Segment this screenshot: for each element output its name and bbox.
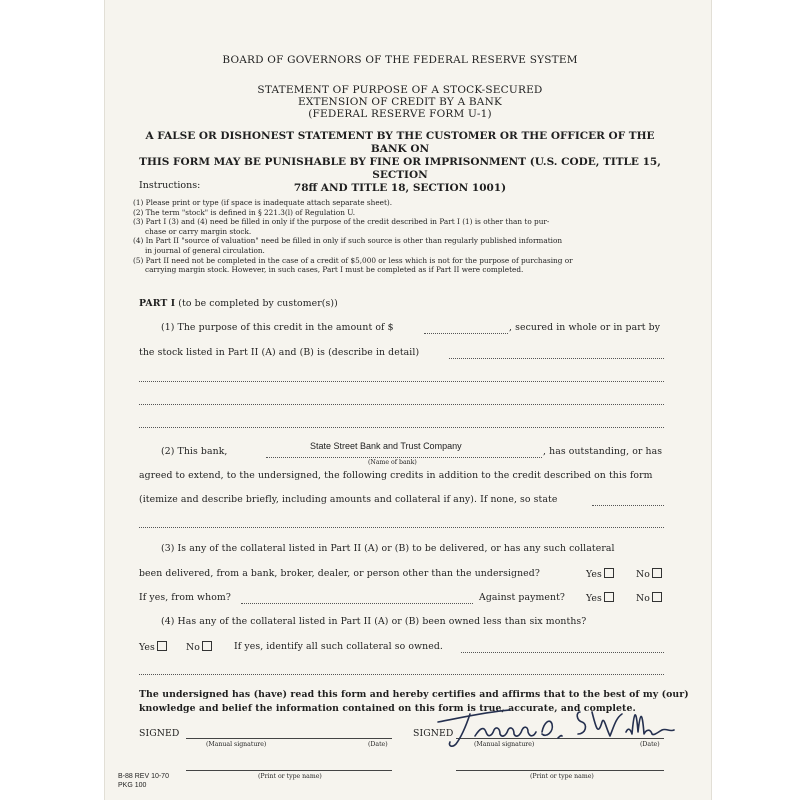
q1-describe-line[interactable]	[139, 381, 664, 382]
print-name-line-right[interactable]	[456, 770, 664, 771]
q3b-yes-checkbox[interactable]	[604, 592, 614, 602]
instruction-item: in journal of general circulation.	[145, 245, 265, 255]
instruction-item: carrying margin stock. However, in such cases, Part I must be completed as if Part II were completed.	[145, 265, 524, 275]
q4-text-a: (4) Has any of the collateral listed in Part II (A) or (B) been owned less than six months?	[161, 616, 587, 627]
q3b-no-checkbox[interactable]	[652, 592, 662, 602]
q2-credits-field[interactable]	[592, 505, 664, 506]
form-code	[118, 772, 169, 790]
date-caption-left: (Date)	[368, 741, 388, 748]
bank-name-value: State Street Bank and Trust Company	[310, 441, 462, 451]
signed-label-left: SIGNED	[139, 728, 180, 739]
warning-line2: THIS FORM MAY BE PUNISHABLE BY FINE OR IMPRISONMENT (U.S. CODE, TITLE 15, SECTION	[139, 156, 661, 181]
instruction-item: (1) Please print or type (if space is inadequate attach separate sheet).	[133, 198, 393, 207]
print-name-caption-left: (Print or type name)	[258, 773, 322, 780]
q3b-yes-label: Yes	[586, 593, 602, 604]
q3-text-b: been delivered, from a bank, broker, dealer, or person other than the undersigned?	[139, 568, 540, 579]
instruction-item: (2) The term "stock" is defined in § 221.3(l) of Regulation U.	[133, 207, 356, 217]
warning-notice	[130, 130, 670, 195]
q1-amount-field[interactable]	[424, 333, 508, 334]
instruction-item: (4) In Part II "source of valuation" need be filled in only if such source is other than regularly published information	[133, 236, 563, 246]
part1-subtitle: (to be completed by customer(s))	[178, 298, 338, 309]
form-package: PKG 100	[118, 782, 147, 789]
q4-no-label: No	[186, 642, 200, 653]
q3-from-whom-field[interactable]	[241, 603, 473, 604]
instruction-item: chase or carry margin stock.	[145, 226, 252, 236]
warning-line1: A FALSE OR DISHONEST STATEMENT BY THE CUSTOMER OR THE OFFICER OF THE BANK ON	[145, 130, 655, 155]
q4-no-option[interactable]	[186, 641, 214, 653]
q4-yes-checkbox[interactable]	[157, 641, 167, 651]
board-title: BOARD OF GOVERNORS OF THE FEDERAL RESERVE SYSTEM	[222, 54, 578, 66]
bank-name-caption: (Name of bank)	[368, 459, 417, 466]
q2-text-d: (itemize and describe briefly, including amounts and collateral if any). If none, so state	[139, 494, 558, 505]
q4-collateral-line[interactable]	[139, 674, 664, 675]
q4-collateral-field[interactable]	[461, 652, 664, 653]
q1-text-a: (1) The purpose of this credit in the amount of $	[161, 322, 394, 333]
q3b-no-option[interactable]	[636, 592, 664, 604]
print-name-line-left[interactable]	[186, 770, 392, 771]
part1-label: PART I	[139, 298, 176, 309]
instructions-list	[133, 198, 673, 275]
q3-yes-checkbox[interactable]	[604, 568, 614, 578]
handwritten-signature	[430, 692, 680, 752]
q3b-no-label: No	[636, 593, 650, 604]
q2-text-b: , has outstanding, or has	[543, 446, 663, 457]
q4-text-c: If yes, identify all such collateral so owned.	[234, 641, 443, 652]
print-name-caption-right: (Print or type name)	[530, 773, 594, 780]
instruction-item: (3) Part I (3) and (4) need be filled in only if the purpose of the credit described in Part I (1) is other than to pur-	[133, 217, 550, 227]
statement-title-line2: EXTENSION OF CREDIT BY A BANK	[297, 96, 503, 108]
q1-describe-line[interactable]	[139, 404, 664, 405]
q3-text-c: If yes, from whom?	[139, 592, 231, 603]
certify-line1: The undersigned has (have) read this form and hereby certifies and affirms that to the best of my (our)	[139, 689, 689, 700]
q3b-yes-option[interactable]	[586, 592, 616, 604]
q3-yes-label: Yes	[586, 569, 602, 580]
q1-text-c: the stock listed in Part II (A) and (B) is (describe in detail)	[139, 347, 420, 358]
warning-line3: 78ff AND TITLE 18, SECTION 1001)	[293, 182, 507, 194]
manual-signature-caption-right: (Manual signature)	[474, 741, 535, 748]
q3-text-d: Against payment?	[479, 592, 566, 603]
q2-text-a: (2) This bank,	[161, 446, 228, 457]
q4-yes-option[interactable]	[139, 641, 169, 653]
signature-line-left[interactable]	[186, 738, 392, 739]
q4-no-checkbox[interactable]	[202, 641, 212, 651]
date-caption-right: (Date)	[640, 741, 660, 748]
q3-yes-option[interactable]	[586, 568, 616, 580]
q2-text-c: agreed to extend, to the undersigned, the following credits in addition to the credit described on this form	[139, 470, 653, 481]
certify-line2: knowledge and belief the information contained on this form is true, accurate, and complete.	[139, 703, 636, 714]
statement-title-line1: STATEMENT OF PURPOSE OF A STOCK-SECURED	[257, 84, 543, 96]
statement-title-line3: (FEDERAL RESERVE FORM U-1)	[308, 108, 492, 120]
manual-signature-caption-left: (Manual signature)	[206, 741, 267, 748]
q1-describe-field[interactable]	[449, 358, 664, 359]
q4-yes-label: Yes	[139, 642, 155, 653]
q3-no-label: No	[636, 569, 650, 580]
part1-heading	[139, 298, 338, 309]
q1-text-b: , secured in whole or in part by	[509, 322, 661, 333]
form-revision: B-88 REV 10-70	[118, 773, 169, 780]
q3-no-checkbox[interactable]	[652, 568, 662, 578]
q3-no-option[interactable]	[636, 568, 664, 580]
signed-label-right: SIGNED	[413, 728, 454, 739]
q1-describe-line[interactable]	[139, 427, 664, 428]
q3-text-a: (3) Is any of the collateral listed in Part II (A) or (B) to be delivered, or has any such collateral	[161, 543, 615, 554]
bank-name-field[interactable]	[266, 457, 542, 458]
instruction-item: (5) Part II need not be completed in the case of a credit of $5,000 or less which is not for the purpose of purchasing or	[133, 255, 573, 265]
instructions-heading: Instructions:	[139, 180, 201, 191]
q2-credits-line[interactable]	[139, 527, 664, 528]
form-page	[104, 0, 712, 800]
